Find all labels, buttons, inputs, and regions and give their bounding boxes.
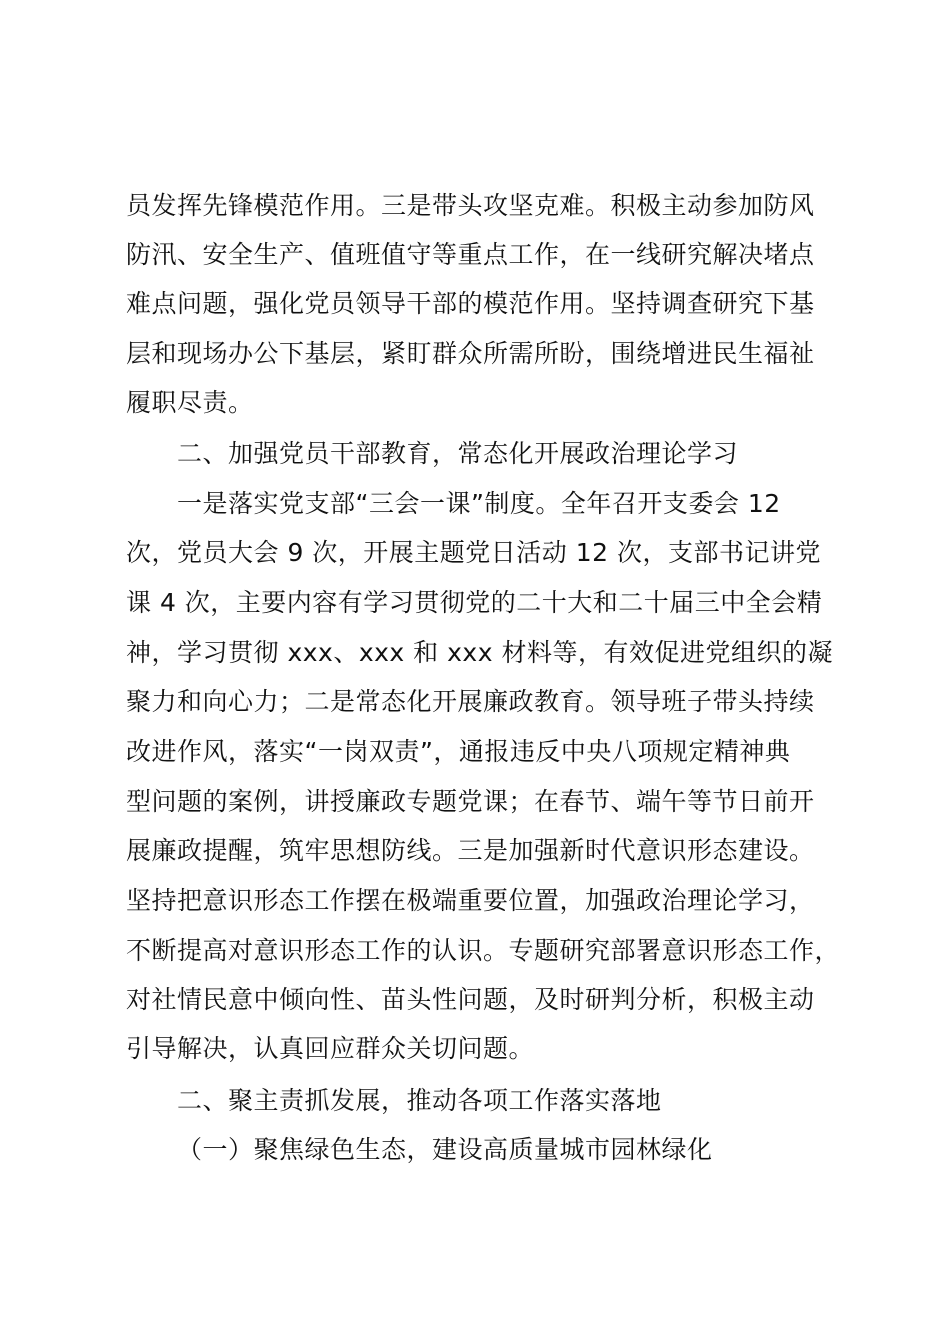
- body-text-line: 层和现场办公下基层，紧盯群众所需所盼，围绕增进民生福祉: [126, 339, 815, 368]
- body-text-line: 不断提高对意识形态工作的认识。专题研究部署意识形态工作，: [126, 936, 841, 965]
- paragraph-first-line: 一是落实党支部“三会一课”制度。全年召开支委会 12: [177, 489, 781, 518]
- body-text-line: 聚力和向心力；二是常态化开展廉政教育。领导班子带头持续: [126, 687, 815, 716]
- body-text-line: 展廉政提醒，筑牢思想防线。三是加强新时代意识形态建设。: [126, 836, 815, 865]
- subsection-heading: （一）聚焦绿色生态，建设高质量城市园林绿化: [177, 1135, 713, 1164]
- body-text-line: 防汛、安全生产、值班值守等重点工作，在一线研究解决堵点: [126, 240, 815, 269]
- body-text-line: 员发挥先锋模范作用。三是带头攻坚克难。积极主动参加防风: [126, 191, 815, 220]
- section-heading: 二、聚主责抓发展，推动各项工作落实落地: [177, 1086, 662, 1115]
- body-text-line: 对社情民意中倾向性、苗头性问题，及时研判分析，积极主动: [126, 985, 815, 1014]
- body-text-line: 次，党员大会 9 次，开展主题党日活动 12 次，支部书记讲党: [126, 538, 822, 567]
- body-text-line: 引导解决，认真回应群众关切问题。: [126, 1034, 535, 1063]
- body-text-line: 难点问题，强化党员领导干部的模范作用。坚持调查研究下基: [126, 289, 815, 318]
- body-text-line: 课 4 次，主要内容有学习贯彻党的二十大和二十届三中全会精: [126, 588, 823, 617]
- body-text-line: 履职尽责。: [126, 388, 254, 417]
- body-text-line: 坚持把意识形态工作摆在极端重要位置，加强政治理论学习，: [126, 886, 815, 915]
- body-text-line: 改进作风，落实“一岗双责”，通报违反中央八项规定精神典: [126, 737, 791, 766]
- body-text-line: 型问题的案例，讲授廉政专题党课；在春节、端午等节日前开: [126, 787, 815, 816]
- body-text-line: 神，学习贯彻 xxx、xxx 和 xxx 材料等，有效促进党组织的凝: [126, 638, 833, 667]
- section-heading: 二、加强党员干部教育，常态化开展政治理论学习: [177, 439, 739, 468]
